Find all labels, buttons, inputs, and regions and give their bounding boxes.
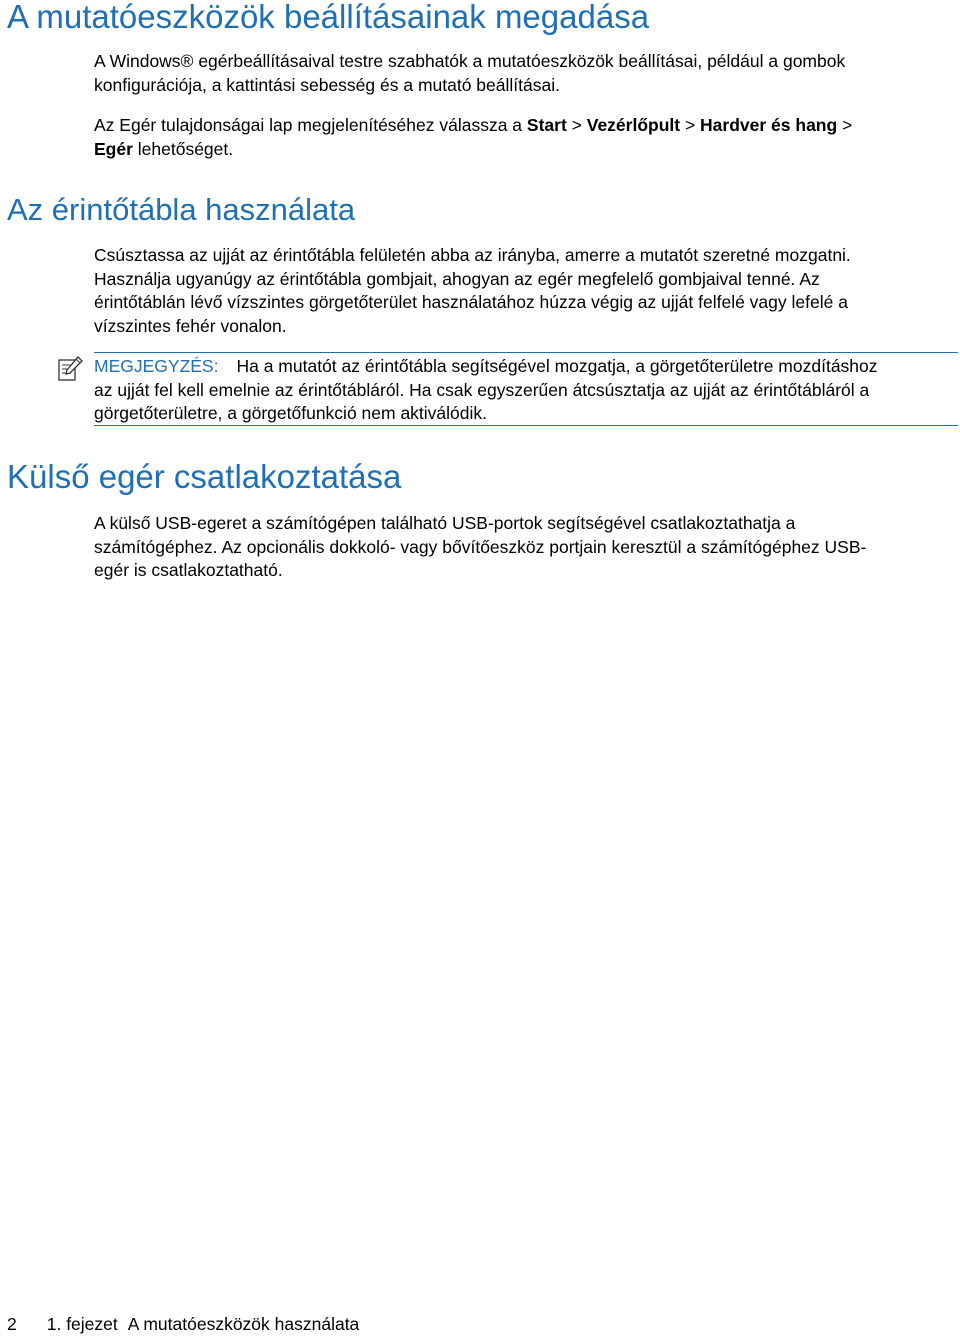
text-line: A Windows® egérbeállításaival testre szabhatók a mutatóeszközök beállításai, például a gombok <box>94 51 846 71</box>
note-top-rule <box>94 352 958 353</box>
note-box <box>56 352 958 426</box>
menu-path-control-panel: Vezérlőpult <box>586 115 681 135</box>
page-footer <box>7 1313 359 1335</box>
menu-path-separator: > <box>566 115 587 135</box>
section-heading-external-mouse: Külső egér csatlakoztatása <box>7 458 402 495</box>
menu-path-hardware-and-sound: Hardver és hang <box>700 115 838 135</box>
text-line: az ujját fel kell emelnie az érintőtábláról. Ha csak egyszerűen átcsúsztatja az ujját az érintőtábláról a <box>94 379 870 400</box>
menu-path-mouse: Egér <box>94 138 133 159</box>
text-line <box>94 114 954 138</box>
page-title: A mutatóeszközök beállításainak megadása <box>7 0 650 35</box>
text-run: lehetőséget. <box>132 138 234 159</box>
note-label: MEGJEGYZÉS: <box>94 356 219 376</box>
text-line: egér is csatlakoztatható. <box>94 560 283 580</box>
chapter-number: 1. fejezet <box>46 1314 118 1334</box>
note-text <box>94 355 958 426</box>
menu-path-separator: > <box>837 115 853 135</box>
external-mouse-paragraph <box>94 512 954 583</box>
mouse-properties-paragraph <box>94 114 954 161</box>
text-line: konfigurációja, a kattintási sebesség és a mutató beállításai. <box>94 74 560 95</box>
text-line <box>94 138 954 162</box>
text-line: érintőtáblán lévő vízszintes görgetőterület használatához húzza végig az ujját felfelé vagy lefelé a <box>94 292 848 312</box>
text-line: vízszintes fehér vonalon. <box>94 315 287 336</box>
text-line: görgetőterületre, a görgetőfunkció nem aktiválódik. <box>94 403 488 423</box>
text-run: Az Egér tulajdonságai lap megjelenítéséhez válassza a <box>94 115 527 135</box>
text-line: A külső USB-egeret a számítógépen található USB-portok segítségével csatlakoztathatja a <box>94 513 796 533</box>
note-pencil-icon <box>56 355 84 383</box>
menu-path-separator: > <box>680 115 701 135</box>
text-line: számítógéphez. Az opcionális dokkoló- vagy bővítőeszköz portjain keresztül a számítógéphez USB- <box>94 536 867 557</box>
text-line: Csúsztassa az ujját az érintőtábla felületén abba az irányba, amerre a mutatót szeretné mozgatni. <box>94 245 851 265</box>
chapter-title: A mutatóeszközök használata <box>127 1314 360 1334</box>
text-line: Használja ugyanúgy az érintőtábla gombjait, ahogyan az egér megfelelő gombjaival tenné. Az <box>94 268 820 289</box>
text-run: Ha a mutatót az érintőtábla segítségével mozgatja, a görgetőterületre mozdításhoz <box>236 356 878 376</box>
touchpad-usage-paragraph <box>94 244 954 338</box>
text-line <box>94 355 958 379</box>
note-bottom-rule <box>94 425 958 426</box>
page-number: 2 <box>7 1314 17 1334</box>
section-heading-touchpad: Az érintőtábla használata <box>7 192 356 227</box>
windows-mouse-settings-paragraph <box>94 50 954 97</box>
menu-path-start: Start <box>526 115 567 135</box>
